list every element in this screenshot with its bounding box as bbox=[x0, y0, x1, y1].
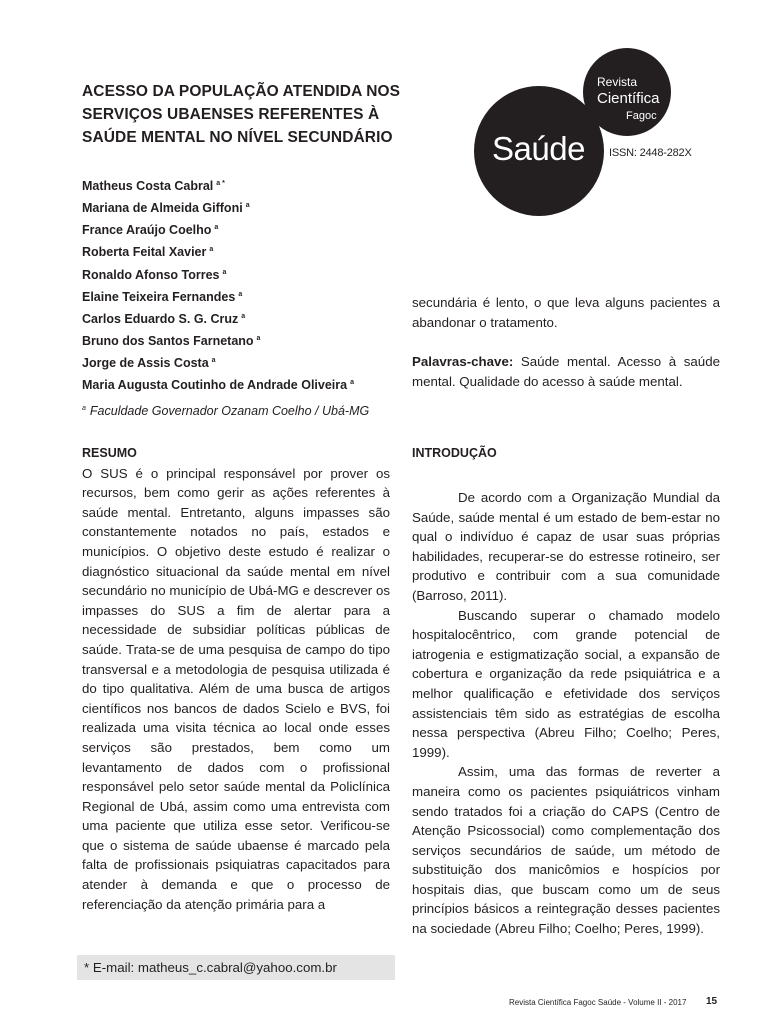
logo-badge bbox=[583, 48, 671, 136]
author: Elaine Teixeira Fernandes $^a$ bbox=[82, 289, 243, 304]
issn: ISSN: 2448-282X bbox=[609, 147, 692, 159]
author: Bruno dos Santos Farnetano $^a$ bbox=[82, 334, 261, 349]
author: Ronaldo Afonso Torres $^a$ bbox=[82, 267, 227, 282]
author: Roberta Feital Xavier $^a$ bbox=[82, 245, 214, 260]
abstract-text: O SUS é o principal responsável por prover os recursos, bem como gerir as ações referentes à saúde mental. Entretanto, alguns impasses são constantemente notados no país, estados e municípios. O objetivo deste estudo é realizar o diagnóstico situacional da saúde mental em nível secundário no município de Ubá-MG e descrever os impasses do SUS a fim de alertar para a necessidade de subsidiar políticas públicas de saúde. Trata-se de uma pesquisa de campo do tipo transversal e a metodologia de pesquisa utilizada é do tipo qualitativa. Além de uma busca de artigos científicos nos bancos de dados Scielo e BVS, foi realizada uma visita técnica ao local onde esses serviços são prestados, bem como um levantamento de dados com o profissional responsável pelo setor saúde mental da Policlínica Regional de Ubá, assim como uma entrevista com uma paciente que utiliza esse setor. Verificou-se que o sistema de saúde ubaense é marcado pela falta de profissionais psiquiatras capacitados para atender à demanda e que o processo de referenciação da atenção primária para a bbox=[82, 465, 390, 912]
intro-body bbox=[412, 488, 720, 939]
abstract bbox=[82, 444, 390, 914]
page-number: 15 bbox=[706, 996, 718, 1007]
abstract-continuation: secundária é lento, o que leva alguns pacientes a abandonar o tratamento. bbox=[412, 295, 720, 330]
intro-paragraph: Assim, uma das formas de reverter a maneira como os pacientes psiquiátricos vinham sendo tratados foi a criação do CAPS (Centro de Atenção Psicossocial) como complementação dos serviços secundários de saúde, um método de substituição dos manicômios e hospícios por hospitais dias, que buscam como um de seus princípios básicos a reintegração desses pacientes na sociedade (Abreu Filho; Coelho; Peres, 1999). bbox=[412, 764, 720, 937]
email-footnote: * E-mail: matheus_c.cabral@yahoo.com.br bbox=[77, 955, 395, 980]
intro-paragraph: Buscando superar o chamado modelo hospitalocêntrico, com grande potencial de iatrogenia e estigmatização social, a expansão de cobertura e organização da rede psiquiátrica e a melhor qualificação e efetividade dos serviços assistenciais têm sido as estratégias de escolha nessa perspectiva (Abreu Filho; Coelho; Peres, 1999). bbox=[412, 607, 720, 760]
intro-heading: INTRODUÇÃO bbox=[412, 446, 497, 460]
intro-paragraph: De acordo com a Organização Mundial da Saúde, saúde mental é um estado de bem-estar no qual o indivíduo é capaz de usar suas próprias habilidades, recuperar-se do estresse rotineiro, ser produtivo e contribuir com a sua comunidade (Barroso, 2011). bbox=[412, 490, 720, 603]
author: Jorge de Assis Costa $^a$ bbox=[82, 356, 216, 371]
author: Maria Augusta Coutinho de Andrade Oliveira $^a$ bbox=[82, 378, 354, 393]
author-list bbox=[82, 174, 354, 396]
author: Matheus Costa Cabral $^{a *}$ bbox=[82, 179, 225, 194]
logo-line-1: Revista bbox=[597, 75, 638, 89]
logo-line-3: Fagoc bbox=[626, 110, 657, 122]
author: Mariana de Almeida Giffoni $^a$ bbox=[82, 201, 250, 216]
author: Carlos Eduardo S. G. Cruz $^a$ bbox=[82, 312, 246, 327]
author: France Araújo Coelho $^a$ bbox=[82, 223, 219, 238]
footer-journal: Revista Científica Fagoc Saúde - Volume II - 2017 bbox=[509, 998, 687, 1007]
keywords bbox=[412, 352, 720, 391]
keywords-text: Saúde mental. Acesso à saúde mental. Qualidade do acesso à saúde mental. bbox=[412, 354, 720, 389]
logo-line-2: Científica bbox=[597, 90, 660, 107]
logo-main-text: Saúde bbox=[492, 130, 585, 167]
affiliation: $^a$ Faculdade Governador Ozanam Coelho / Ubá-MG bbox=[82, 404, 370, 418]
keywords-label: Palavras-chave: bbox=[412, 354, 514, 369]
abstract-heading: RESUMO bbox=[82, 446, 137, 460]
article-title: ACESSO DA POPULAÇÃO ATENDIDA NOS SERVIÇOS UBAENSES REFERENTES À SAÚDE MENTAL NO NÍVEL SECUNDÁRIO bbox=[82, 83, 401, 146]
